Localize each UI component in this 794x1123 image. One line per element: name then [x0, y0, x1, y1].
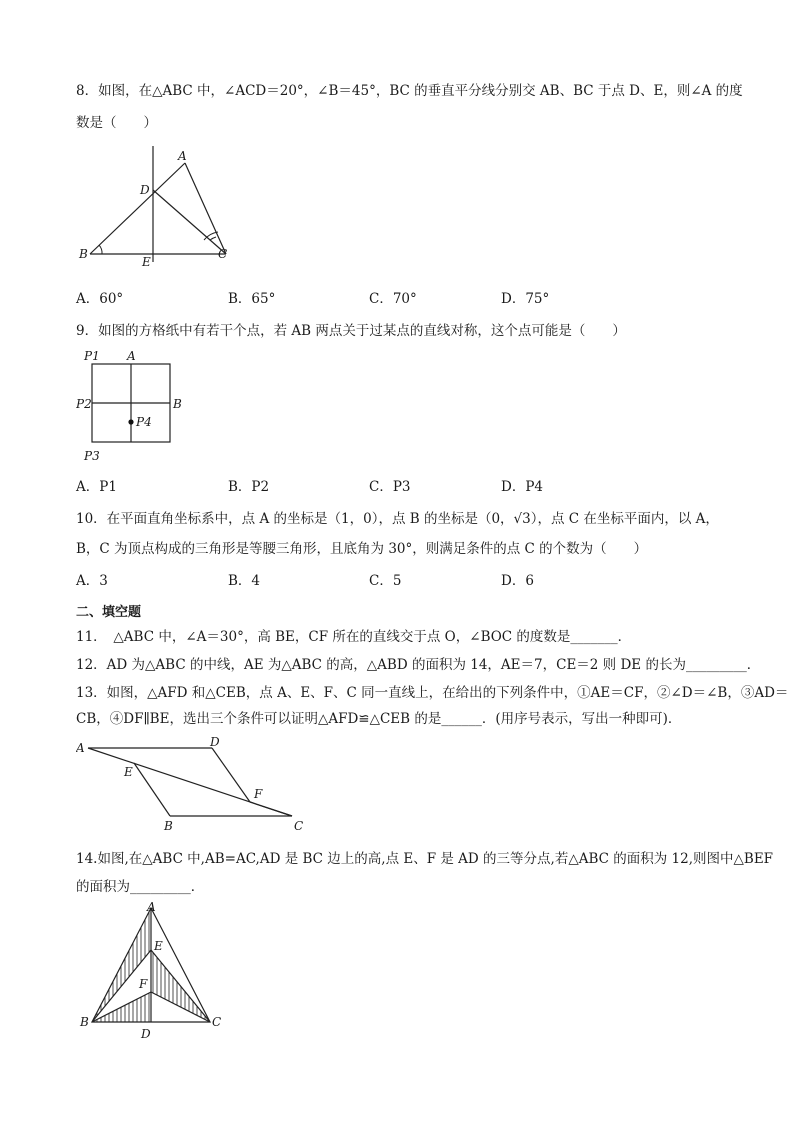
q8-option-b: B．65° [228, 291, 276, 307]
q8-label-c: C [218, 247, 228, 261]
q9-option-b: B．P2 [228, 479, 270, 495]
q9-option-a: A．P1 [76, 479, 117, 495]
q14-line1: 14.如图,在△ABC 中,AB=AC,AD 是 BC 边上的高,点 E、F 是 AD 的三等分点,若△ABC 的面积为 12,则图中△BEF [76, 851, 774, 867]
q8-option-a: A．60° [76, 291, 124, 307]
q13-label-f: F [254, 787, 263, 801]
q14-label-a: A [147, 900, 156, 914]
q11-line1: 11． △ABC 中，∠A＝30°，高 BE，CF 所在的直线交于点 O，∠BOC 的度数是_______． [76, 629, 632, 645]
q9-label-a: A [127, 349, 136, 363]
q8-label-d: D [140, 183, 150, 197]
q8-angle-mark-b [99, 245, 102, 254]
q14-label-c: C [212, 1015, 222, 1029]
q14-label-f: F [139, 977, 148, 991]
q13-segment-eb [134, 763, 170, 816]
section-title-fill-in: 二、填空题 [76, 605, 142, 620]
q14-label-b: B [80, 1015, 89, 1029]
q8-option-d: D．75° [501, 291, 550, 307]
q10-line2: B，C 为顶点构成的三角形是等腰三角形，且底角为 30°，则满足条件的点 C 的个数为（ ） [76, 541, 648, 557]
q9-point-p4 [128, 419, 133, 424]
q13-label-d: D [210, 735, 220, 749]
q8-angle-mark-c [210, 237, 216, 240]
q14-label-e: E [154, 939, 163, 953]
q8-line1: 8．如图，在△ABC 中，∠ACD＝20°，∠B＝45°，BC 的垂直平分线分别交 AB、BC 于点 D、E，则∠A 的度 [76, 83, 743, 99]
q8-segment-ba [90, 163, 185, 254]
q9-label-p1: P1 [84, 349, 100, 363]
q8-label-b: B [79, 247, 88, 261]
q8-label-e: E [142, 255, 151, 269]
q10-line1: 10．在平面直角坐标系中，点 A 的坐标是（1，0），点 B 的坐标是（0，√3），点 C 在坐标平面内，以 A， [76, 511, 719, 527]
q8-figure [76, 146, 236, 270]
q10-option-d: D．6 [501, 573, 534, 589]
q10-option-a: A．3 [76, 573, 108, 589]
q9-label-p4: P4 [136, 415, 152, 429]
q13-segment-df [212, 748, 250, 802]
q9-option-d: D．P4 [501, 479, 543, 495]
q8-label-a: A [178, 149, 187, 163]
q13-label-b: B [164, 819, 173, 833]
q9-option-c: C．P3 [369, 479, 411, 495]
q9-figure [76, 346, 188, 466]
q13-label-e: E [124, 765, 133, 779]
q9-label-p2: P2 [76, 397, 92, 411]
q8-segment-ac [185, 163, 226, 254]
q8-segment-dc [153, 190, 226, 254]
q13-figure [76, 734, 312, 834]
q13-label-c: C [294, 819, 304, 833]
q9-line1: 9．如图的方格纸中有若干个点，若 AB 两点关于过某点的直线对称，这个点可能是（ ） [76, 323, 626, 339]
q14-label-d: D [141, 1027, 151, 1041]
q13-line2: CB，④DF∥BE，选出三个条件可以证明△AFD≌△CEB 的是______．(用序号表示，写出一种即可)． [76, 711, 682, 727]
q13-segment-df-ext [250, 802, 292, 816]
q9-label-b: B [173, 397, 182, 411]
q10-option-c: C．5 [369, 573, 402, 589]
q12-line1: 12．AD 为△ABC 的中线，AE 为△ABC 的高，△ABD 的面积为 14，AE＝7，CE＝2 则 DE 的长为_________． [76, 657, 761, 673]
q10-option-b: B．4 [228, 573, 261, 589]
q13-line1: 13．如图，△AFD 和△CEB，点 A、E、F、C 同一直线上，在给出的下列条件中，①AE＝CF，②∠D＝∠B，③AD＝ [76, 685, 789, 701]
q8-line2: 数是（ ） [76, 115, 157, 131]
q9-label-p3: P3 [84, 449, 100, 463]
q8-option-c: C．70° [369, 291, 417, 307]
q14-line2: 的面积为_________． [76, 879, 205, 895]
q14-figure [76, 900, 236, 1042]
q13-label-a: A [76, 741, 85, 755]
